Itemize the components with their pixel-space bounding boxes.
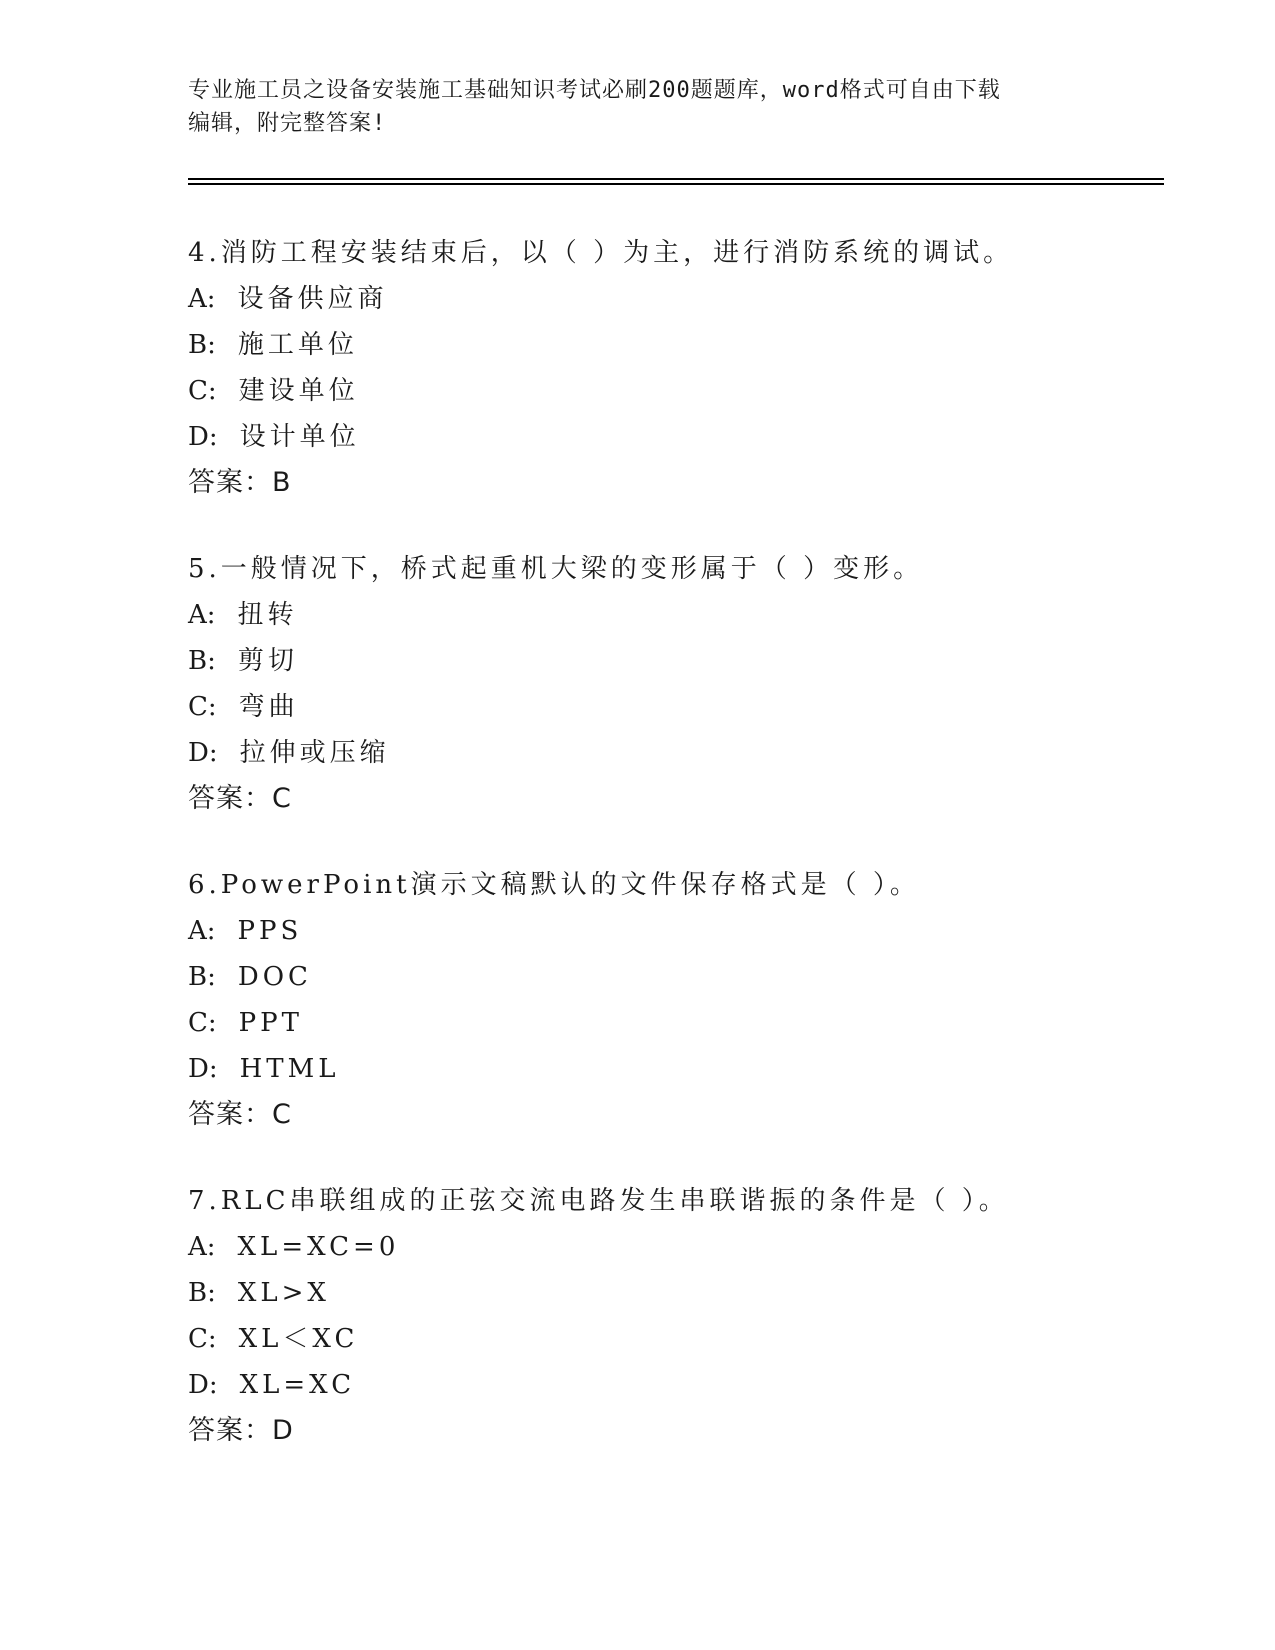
- option-letter: A:: [188, 916, 216, 946]
- header-divider-top: [188, 178, 1164, 180]
- option-c: [188, 1316, 1188, 1362]
- option-text: 设计单位: [239, 422, 360, 452]
- option-c: [188, 368, 1188, 414]
- option-d: [188, 730, 1188, 776]
- option-text: 拉伸或压缩: [239, 738, 390, 768]
- document-header: [188, 74, 1088, 140]
- option-a: [188, 908, 1188, 954]
- header-line-1: 专业施工员之设备安装施工基础知识考试必刷200题题库，word格式可自由下载: [188, 78, 1001, 103]
- question-stem: 6.PowerPoint演示文稿默认的文件保存格式是（ ）。: [188, 870, 920, 900]
- option-letter: B:: [188, 330, 216, 360]
- option-letter: C:: [188, 1008, 217, 1038]
- answer-line: 答案：C: [188, 783, 292, 814]
- option-text: 建设单位: [238, 376, 359, 406]
- option-letter: D:: [188, 738, 218, 768]
- header-line-2: 编辑，附完整答案!: [188, 111, 387, 136]
- option-text: XL>X: [237, 1278, 330, 1308]
- option-text: XL=XC=0: [237, 1232, 400, 1262]
- option-text: 设备供应商: [237, 284, 388, 314]
- question-stem: 4.消防工程安装结束后，以（ ）为主，进行消防系统的调试。: [188, 238, 1014, 268]
- option-text: 弯曲: [238, 692, 299, 722]
- answer-line: 答案：B: [188, 467, 292, 498]
- question-6: [188, 862, 1188, 1138]
- option-letter: B:: [188, 962, 216, 992]
- question-4: [188, 230, 1188, 506]
- question-stem: 5.一般情况下，桥式起重机大梁的变形属于（ ）变形。: [188, 554, 924, 584]
- option-d: [188, 414, 1188, 460]
- answer-line: 答案：C: [188, 1099, 292, 1130]
- header-divider-bottom: [188, 183, 1164, 185]
- question-stem: 7.RLC串联组成的正弦交流电路发生串联谐振的条件是（ ）。: [188, 1186, 1009, 1216]
- option-text: 剪切: [237, 646, 298, 676]
- option-text: XL=XC: [239, 1370, 356, 1400]
- option-a: [188, 592, 1188, 638]
- option-letter: C:: [188, 1324, 217, 1354]
- option-c: [188, 1000, 1188, 1046]
- option-a: [188, 1224, 1188, 1270]
- option-text: PPS: [237, 916, 303, 946]
- option-letter: C:: [188, 692, 217, 722]
- option-text: 施工单位: [237, 330, 358, 360]
- option-b: [188, 1270, 1188, 1316]
- answer-line: 答案：D: [188, 1415, 294, 1446]
- option-letter: B:: [188, 646, 216, 676]
- option-b: [188, 954, 1188, 1000]
- option-d: [188, 1362, 1188, 1408]
- question-5: [188, 546, 1188, 822]
- option-letter: C:: [188, 376, 217, 406]
- option-text: HTML: [239, 1054, 340, 1084]
- option-d: [188, 1046, 1188, 1092]
- option-text: XL＜XC: [238, 1324, 359, 1354]
- question-7: [188, 1178, 1188, 1454]
- option-text: 扭转: [237, 600, 298, 630]
- option-text: PPT: [238, 1008, 303, 1038]
- option-c: [188, 684, 1188, 730]
- option-letter: A:: [188, 1232, 216, 1262]
- option-letter: A:: [188, 284, 216, 314]
- option-letter: D:: [188, 1054, 218, 1084]
- option-letter: B:: [188, 1278, 216, 1308]
- option-a: [188, 276, 1188, 322]
- option-b: [188, 638, 1188, 684]
- option-b: [188, 322, 1188, 368]
- option-letter: D:: [188, 422, 218, 452]
- option-letter: D:: [188, 1370, 218, 1400]
- option-letter: A:: [188, 600, 216, 630]
- option-text: DOC: [237, 962, 312, 992]
